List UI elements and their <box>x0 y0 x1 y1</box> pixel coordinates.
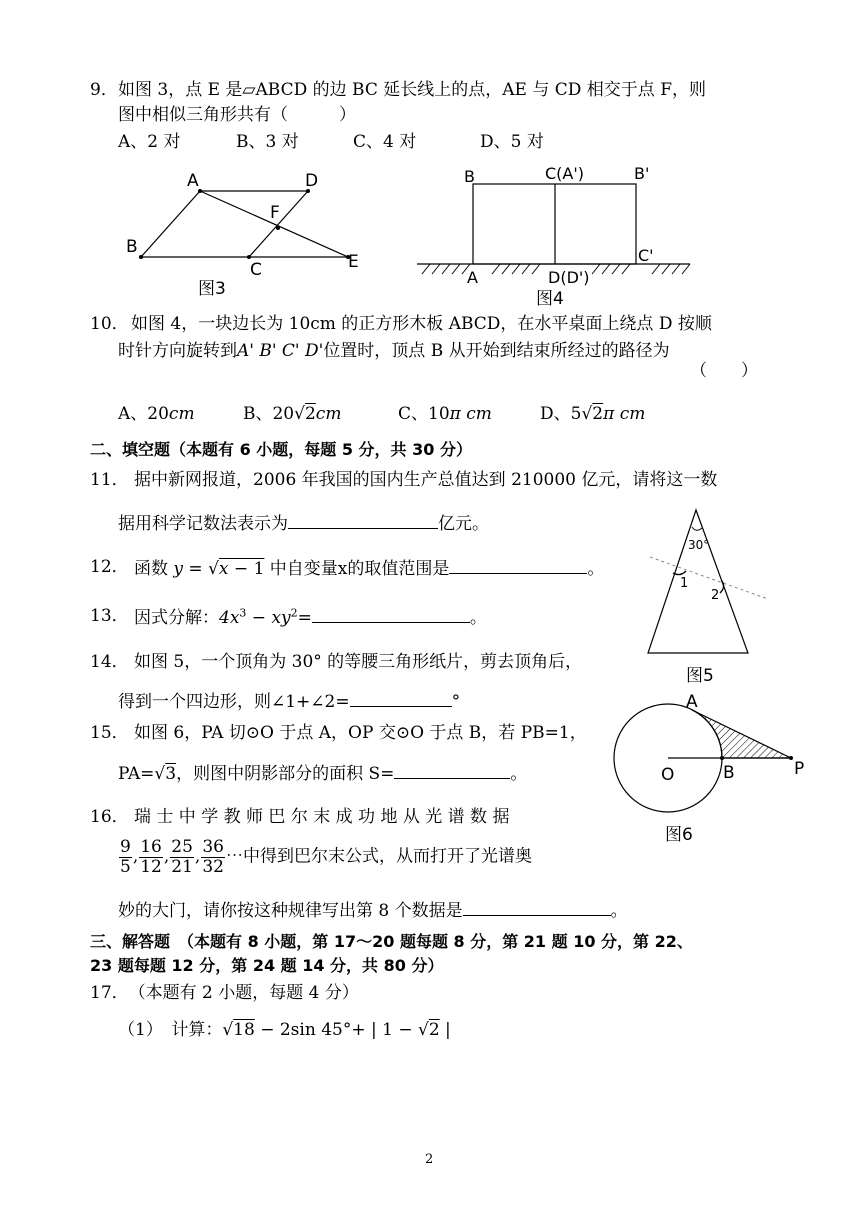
fig6-label-a: A <box>686 692 698 712</box>
fig4-label-a: A <box>467 268 478 287</box>
figure-6 <box>606 690 821 850</box>
q10-answer-paren: （ ） <box>690 361 758 381</box>
fig5-label-2: 2 <box>711 588 720 603</box>
q10-option-c: C、10π cm <box>398 404 492 424</box>
fig4-label-b: B <box>464 167 475 186</box>
q15-line2: PA=√3，则图中阴影部分的面积 S= 。 <box>118 764 528 784</box>
q16-answer-blank[interactable] <box>463 899 611 916</box>
q12-number: 12． <box>90 557 129 577</box>
fig3-label-e: E <box>348 252 359 272</box>
q16-number: 16． <box>90 807 129 827</box>
q10-line2-math: A' B' C' D' <box>237 341 324 361</box>
fig5-caption: 图5 <box>686 666 714 686</box>
fig3-label-f: F <box>270 203 280 223</box>
q15-line1: 如图 6，PA 切⊙O 于点 A，OP 交⊙O 于点 B，若 PB=1， <box>134 723 587 743</box>
q10-option-d: D、5√2π cm <box>540 404 646 424</box>
q9-line2: 图中相似三角形共有（ ） <box>118 105 356 125</box>
q14-number: 14． <box>90 652 129 672</box>
figure-3 <box>120 168 370 303</box>
q9-line1: 如图 3，点 E 是▱ABCD 的边 BC 延长线上的点，AE 与 CD 相交于点 F，则 <box>118 80 706 100</box>
fig3-label-b: B <box>126 237 138 257</box>
q14-line1: 如图 5，一个顶角为 30° 的等腰三角形纸片，剪去顶角后， <box>134 652 583 672</box>
q10-option-a: A、20cm <box>118 404 195 424</box>
q9-option-d: D、5 对 <box>480 132 544 152</box>
q11-line1: 据中新网报道，2006 年我国的国内生产总值达到 210000 亿元，请将这一数 <box>134 470 718 490</box>
q13-text: 因式分解：$4x^3 - xy^2=$ 。 <box>134 606 487 628</box>
q14-line2: 得到一个四边形，则∠1+∠2= ° <box>118 692 461 712</box>
fig5-label-1: 1 <box>680 576 689 591</box>
q9-number: 9． <box>90 80 118 100</box>
figure-4 <box>412 162 702 312</box>
q10-line2-a: 时针方向旋转到 <box>118 341 237 361</box>
q9-option-b: B、3 对 <box>236 132 299 152</box>
fig4-label-cp: C' <box>638 246 654 265</box>
q10-line1: 如图 4，一块边长为 10cm 的正方形木板 ABCD，在水平桌面上绕点 D 按顺 <box>131 314 712 334</box>
fig4-label-ca: C(A') <box>545 164 584 183</box>
section-2-heading: 二、填空题（本题有 6 小题，每题 5 分，共 30 分） <box>90 440 472 459</box>
q10-line2-b: 位置时，顶点 B 从开始到结束所经过的路径为 <box>323 341 670 361</box>
fig6-label-o: O <box>661 765 675 785</box>
q13-number: 13． <box>90 606 129 626</box>
q10-option-b: B、20√2cm <box>243 404 342 424</box>
fig6-caption: 图6 <box>665 825 693 845</box>
q16-line2: $\frac{9}{5}$ , $\frac{16}{12}$ , $\frac{25}{21}$ , $\frac{36}{32}$ ⋯中得到巴尔末公式，从而打开了光谱奥 <box>120 837 532 877</box>
q12-text: 函数 y = √x − 1 中自变量x的取值范围是 。 <box>134 559 605 579</box>
q16-fraction: $\frac{36}{32}$ <box>202 837 224 877</box>
q15-answer-blank[interactable] <box>394 762 510 779</box>
q14-answer-blank[interactable] <box>350 690 452 707</box>
fig6-label-b: B <box>723 763 735 783</box>
q16-fraction: $\frac{9}{5}$ <box>120 837 131 877</box>
q12-answer-blank[interactable] <box>449 557 587 574</box>
q15-number: 15． <box>90 723 129 743</box>
fig3-caption: 图3 <box>198 279 226 299</box>
fig3-label-d: D <box>305 171 319 191</box>
q9-option-a: A、2 对 <box>118 132 181 152</box>
q16-line1: 瑞 士 中 学 教 师 巴 尔 末 成 功 地 从 光 谱 数 据 <box>134 807 510 827</box>
fig6-label-p: P <box>794 759 805 779</box>
q11-number: 11． <box>90 470 129 490</box>
fig4-label-dd: D(D') <box>548 268 590 287</box>
q10-line2 <box>118 341 670 361</box>
fig3-label-c: C <box>250 260 262 280</box>
figure-5 <box>640 505 780 690</box>
q11-answer-blank[interactable] <box>288 512 438 529</box>
section-3-heading-line2: 23 题每题 12 分，第 24 题 14 分，共 80 分） <box>90 956 444 975</box>
q16-fraction: $\frac{16}{12}$ <box>140 837 162 877</box>
fig4-caption: 图4 <box>536 289 564 309</box>
q9-option-c: C、4 对 <box>353 132 417 152</box>
q17-heading: 17． （本题有 2 小题，每题 4 分） <box>90 983 359 1003</box>
fig4-label-bp: B' <box>634 164 650 183</box>
section-3-heading-line1: 三、解答题 （本题有 8 小题，第 17～20 题每题 8 分，第 21 题 10 分，第 22、 <box>90 932 693 951</box>
q11-line2: 据用科学记数法表示为 亿元。 <box>118 514 489 534</box>
fig5-angle-label: 30° <box>688 538 710 552</box>
q17-sub1: （1） 计算：√18 − 2sin 45°+ | 1 − √2 | <box>118 1020 451 1040</box>
page-number: 2 <box>425 1152 434 1167</box>
q10-number: 10． <box>90 314 129 334</box>
q13-answer-blank[interactable] <box>312 606 470 623</box>
fig3-label-a: A <box>187 171 199 191</box>
q16-fraction: $\frac{25}{21}$ <box>171 837 193 877</box>
q16-line3: 妙的大门，请你按这种规律写出第 8 个数据是 。 <box>118 901 628 921</box>
